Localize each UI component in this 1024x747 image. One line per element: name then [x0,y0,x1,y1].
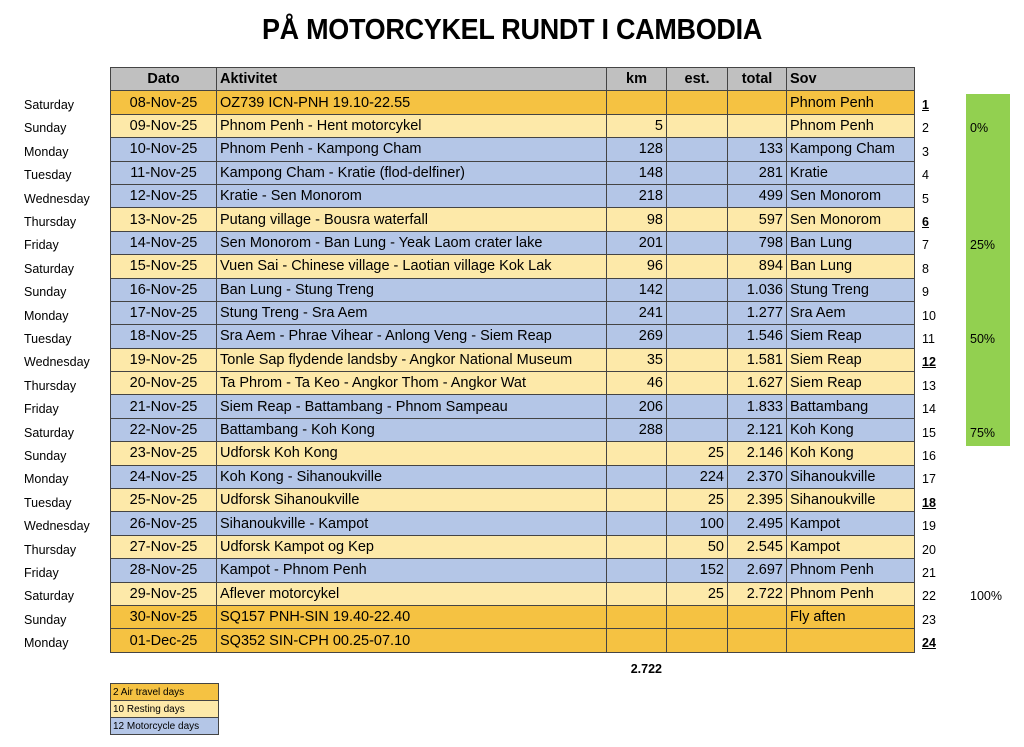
cell-total: 133 [728,138,787,161]
cell-sov: Stung Treng [787,278,915,301]
cell-km [607,512,667,535]
cell-dato: 23-Nov-25 [111,442,217,465]
cell-est [667,325,728,348]
progress-bar [966,94,1010,446]
cell-sov: Sen Monorom [787,184,915,207]
cell-km [607,582,667,605]
legend-row [111,684,219,701]
cell-aktivitet: Tonle Sap flydende landsby - Angkor National Museum [217,348,607,371]
cell-sov: Koh Kong [787,442,915,465]
cell-est [667,184,728,207]
cell-sov: Koh Kong [787,418,915,441]
day-number: 8 [922,261,929,276]
day-number: 1 [922,98,929,112]
cell-sov: Siem Reap [787,348,915,371]
header-aktivitet: Aktivitet [217,68,607,91]
day-number: 24 [922,636,936,651]
header-est: est. [667,68,728,91]
cell-sov: Siem Reap [787,372,915,395]
cell-sov: Phnom Penh [787,582,915,605]
cell-sov: Ban Lung [787,231,915,254]
cell-sov: Sen Monorom [787,208,915,231]
cell-sov: Sra Aem [787,301,915,324]
cell-est: 152 [667,559,728,582]
cell-est: 224 [667,465,728,488]
day-number: 9 [922,285,929,300]
progress-percent: 25% [970,238,996,253]
cell-total: 597 [728,208,787,231]
cell-dato: 10-Nov-25 [111,138,217,161]
cell-km [607,629,667,652]
cell-km: 5 [607,114,667,137]
table-row [111,629,915,652]
cell-total: 894 [728,255,787,278]
cell-km: 201 [607,231,667,254]
legend-row [111,701,219,718]
day-number: 17 [922,472,936,487]
cell-dato: 13-Nov-25 [111,208,217,231]
cell-aktivitet: Koh Kong - Sihanoukville [217,465,607,488]
cell-sov: Sihanoukville [787,465,915,488]
cell-total: 2.495 [728,512,787,535]
table-row [111,489,915,512]
cell-aktivitet: Siem Reap - Battambang - Phnom Sampeau [217,395,607,418]
cell-aktivitet: Udforsk Sihanoukville [217,489,607,512]
cell-aktivitet: Kratie - Sen Monorom [217,184,607,207]
cell-est: 25 [667,582,728,605]
cell-total: 1.546 [728,325,787,348]
cell-est: 100 [667,512,728,535]
day-number: 15 [922,425,936,440]
cell-est: 25 [667,489,728,512]
cell-km [607,559,667,582]
weekday-label: Tuesday [24,332,72,346]
day-number: 18 [922,495,936,510]
cell-aktivitet: Ban Lung - Stung Treng [217,278,607,301]
table-row [111,559,915,582]
cell-dato: 17-Nov-25 [111,301,217,324]
cell-km [607,535,667,558]
day-number: 10 [922,308,936,323]
cell-sov: Siem Reap [787,325,915,348]
day-number: 5 [922,191,929,206]
weekday-label: Tuesday [24,168,72,183]
table-row [111,208,915,231]
table-header-row [111,68,915,91]
cell-dato: 29-Nov-25 [111,582,217,605]
weekday-label: Wednesday [24,191,90,206]
cell-est [667,629,728,652]
cell-est [667,301,728,324]
cell-sov: Kampot [787,512,915,535]
cell-aktivitet: SQ352 SIN-CPH 00.25-07.10 [217,629,607,652]
cell-total: 2.395 [728,489,787,512]
cell-km: 128 [607,138,667,161]
table-row [111,138,915,161]
legend-row [111,718,219,735]
progress-percent: 0% [970,121,989,136]
cell-km: 206 [607,395,667,418]
day-number: 13 [922,378,936,393]
cell-dato: 18-Nov-25 [111,325,217,348]
cell-dato: 30-Nov-25 [111,605,217,628]
table-row [111,465,915,488]
day-number: 22 [922,589,936,604]
cell-aktivitet: Battambang - Koh Kong [217,418,607,441]
legend-item-air: 2 Air travel days [111,684,219,701]
cell-sov: Kampot [787,535,915,558]
table-row [111,605,915,628]
progress-percent: 75% [970,425,996,440]
cell-sov: Ban Lung [787,255,915,278]
cell-km: 142 [607,278,667,301]
cell-dato: 12-Nov-25 [111,184,217,207]
cell-total: 2.370 [728,465,787,488]
cell-sov: Battambang [787,395,915,418]
cell-total: 798 [728,231,787,254]
cell-dato: 15-Nov-25 [111,255,217,278]
cell-km: 241 [607,301,667,324]
cell-dato: 20-Nov-25 [111,372,217,395]
cell-sov: Phnom Penh [787,91,915,114]
cell-dato: 01-Dec-25 [111,629,217,652]
cell-sov: Kampong Cham [787,138,915,161]
cell-dato: 11-Nov-25 [111,161,217,184]
cell-dato: 09-Nov-25 [111,114,217,137]
cell-total: 1.627 [728,372,787,395]
cell-est: 25 [667,442,728,465]
day-number: 23 [922,612,936,627]
day-number: 6 [922,215,929,229]
cell-est [667,372,728,395]
grand-total: 2.722 [630,662,662,676]
cell-sov: Sihanoukville [787,489,915,512]
day-number: 2 [922,121,929,136]
cell-total: 1.833 [728,395,787,418]
table-body [111,91,915,652]
cell-est [667,395,728,418]
cell-km [607,465,667,488]
day-number: 12 [922,355,936,370]
weekday-label: Monday [24,144,69,159]
cell-est [667,91,728,114]
header-sov: Sov [787,68,915,91]
weekday-label: Friday [24,566,59,580]
cell-total: 1.277 [728,301,787,324]
cell-sov: Phnom Penh [787,559,915,582]
cell-aktivitet: Putang village - Bousra waterfall [217,208,607,231]
cell-dato: 16-Nov-25 [111,278,217,301]
cell-km: 218 [607,184,667,207]
cell-est [667,231,728,254]
day-number: 21 [922,566,936,580]
legend-item-rest: 10 Resting days [111,701,219,718]
cell-dato: 21-Nov-25 [111,395,217,418]
cell-dato: 14-Nov-25 [111,231,217,254]
cell-dato: 24-Nov-25 [111,465,217,488]
cell-aktivitet: Phnom Penh - Kampong Cham [217,138,607,161]
cell-km: 96 [607,255,667,278]
weekday-label: Friday [24,238,59,253]
weekday-label: Monday [24,308,69,323]
cell-sov: Kratie [787,161,915,184]
cell-km [607,489,667,512]
table-row [111,325,915,348]
table-row [111,512,915,535]
cell-sov: Phnom Penh [787,114,915,137]
progress-percent: 100% [970,589,1002,604]
weekday-label: Monday [24,472,69,487]
cell-aktivitet: SQ157 PNH-SIN 19.40-22.40 [217,605,607,628]
weekday-label: Friday [24,402,59,417]
cell-total [728,91,787,114]
weekday-label: Sunday [24,285,67,300]
table-row [111,372,915,395]
table-row [111,184,915,207]
cell-dato: 25-Nov-25 [111,489,217,512]
weekday-label: Saturday [24,425,75,440]
weekday-label: Wednesday [24,355,90,370]
cell-est: 50 [667,535,728,558]
cell-dato: 28-Nov-25 [111,559,217,582]
weekday-label: Saturday [24,261,75,276]
weekday-label: Tuesday [24,495,72,510]
table-row [111,442,915,465]
weekday-label: Wednesday [24,519,90,534]
cell-sov: Fly aften [787,605,915,628]
cell-est [667,161,728,184]
table-row [111,255,915,278]
day-number: 14 [922,402,936,417]
cell-sov [787,629,915,652]
cell-aktivitet: Sen Monorom - Ban Lung - Yeak Laom crater lake [217,231,607,254]
table-row [111,231,915,254]
cell-est [667,255,728,278]
table-row [111,418,915,441]
table-row [111,91,915,114]
cell-dato: 08-Nov-25 [111,91,217,114]
table-row [111,114,915,137]
cell-dato: 27-Nov-25 [111,535,217,558]
page-title: PÅ MOTORCYKEL RUNDT I CAMBODIA [261,14,763,46]
weekday-label: Sunday [24,121,67,136]
table-row [111,161,915,184]
cell-dato: 19-Nov-25 [111,348,217,371]
weekday-label: Monday [24,636,69,651]
cell-aktivitet: Sihanoukville - Kampot [217,512,607,535]
cell-dato: 22-Nov-25 [111,418,217,441]
cell-km: 46 [607,372,667,395]
cell-aktivitet: Udforsk Koh Kong [217,442,607,465]
cell-total: 1.036 [728,278,787,301]
header-km: km [607,68,667,91]
cell-total [728,114,787,137]
cell-est [667,138,728,161]
cell-total: 2.121 [728,418,787,441]
cell-km: 288 [607,418,667,441]
weekday-label: Sunday [24,449,67,463]
day-number: 11 [922,332,935,346]
table-row [111,582,915,605]
cell-est [667,418,728,441]
cell-total [728,629,787,652]
cell-dato: 26-Nov-25 [111,512,217,535]
legend-item-moto: 12 Motorcycle days [111,718,219,735]
cell-total: 2.697 [728,559,787,582]
progress-percent: 50% [970,332,996,346]
day-number: 3 [922,144,929,159]
weekday-label: Saturday [24,98,75,112]
table-row [111,535,915,558]
cell-total: 2.722 [728,582,787,605]
cell-km [607,605,667,628]
day-number: 20 [922,542,936,557]
table-row [111,395,915,418]
cell-est [667,348,728,371]
cell-aktivitet: Udforsk Kampot og Kep [217,535,607,558]
header-dato: Dato [111,68,217,91]
cell-aktivitet: Kampot - Phnom Penh [217,559,607,582]
cell-total: 1.581 [728,348,787,371]
cell-aktivitet: Stung Treng - Sra Aem [217,301,607,324]
weekday-label: Thursday [24,215,77,229]
header-total: total [728,68,787,91]
table-row [111,278,915,301]
cell-aktivitet: Vuen Sai - Chinese village - Laotian village Kok Lak [217,255,607,278]
legend [110,683,219,735]
cell-est [667,114,728,137]
cell-km: 269 [607,325,667,348]
day-number: 16 [922,449,936,463]
cell-aktivitet: Sra Aem - Phrae Vihear - Anlong Veng - Siem Reap [217,325,607,348]
table-row [111,348,915,371]
table-row [111,301,915,324]
cell-total: 2.146 [728,442,787,465]
cell-total: 281 [728,161,787,184]
cell-km [607,442,667,465]
day-number: 4 [922,168,929,183]
cell-aktivitet: Kampong Cham - Kratie (flod-delfiner) [217,161,607,184]
cell-km: 148 [607,161,667,184]
cell-km: 35 [607,348,667,371]
cell-est [667,278,728,301]
itinerary-table [110,67,915,653]
weekday-label: Sunday [24,612,67,627]
cell-aktivitet: Phnom Penh - Hent motorcykel [217,114,607,137]
cell-km [607,91,667,114]
weekday-label: Thursday [24,542,77,557]
cell-total: 499 [728,184,787,207]
weekday-label: Saturday [24,589,75,604]
cell-aktivitet: Ta Phrom - Ta Keo - Angkor Thom - Angkor Wat [217,372,607,395]
cell-total [728,605,787,628]
day-number: 19 [922,519,936,534]
cell-est [667,208,728,231]
cell-aktivitet: Aflever motorcykel [217,582,607,605]
cell-aktivitet: OZ739 ICN-PNH 19.10-22.55 [217,91,607,114]
cell-est [667,605,728,628]
cell-km: 98 [607,208,667,231]
weekday-label: Thursday [24,378,77,393]
day-number: 7 [922,238,929,253]
cell-total: 2.545 [728,535,787,558]
